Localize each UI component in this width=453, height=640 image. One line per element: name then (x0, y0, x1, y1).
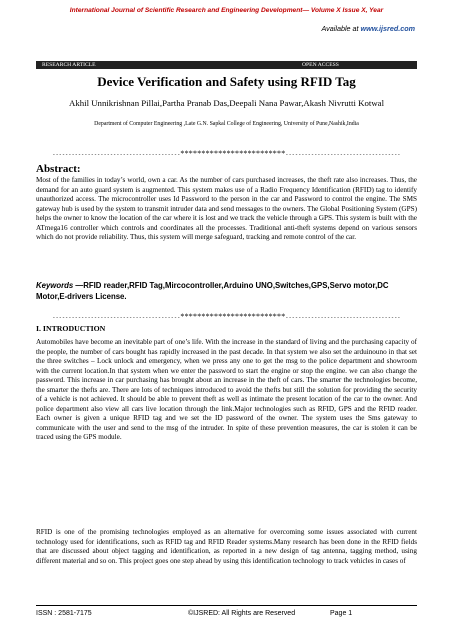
separator-dashes: ------------------------------------ (285, 315, 401, 321)
separator-dashes: ---------------------------------------- (52, 315, 181, 321)
separator-dashes: ---------------------------------------- (52, 152, 181, 158)
keywords (36, 281, 417, 302)
separator-bottom (36, 313, 417, 322)
author-affiliation: Department of Computer Engineering ,Late G.N. Sapkal College of Engineering, University of Pune,Nashik,India (94, 121, 359, 127)
abstract-text: Most of the families in today’s world, own a car. As the number of cars purchased increases, the theft rate also increases. Thus, the demand for an auto guard system is augmented. This system makes use of a Radio Frequency Identification (RFID) tag to identify unauthorized access. The microcontroller uses Id Password to the person in the car and Password to control the engine. The SMS gateway hub is used by the system to transmit intruder data and send messages to the owners. The Global Positioning System (GPS) helps the owner to know the location of the car where it is lost and we track the vehicle through a GPS. This system is built with the ATmega16 controller which controls and coordinates all the processes. Traditional anti-theft systems depend on various sensors which do not provide reliability. Thus, this system will merge safeguard, tracking and remote control of the car. (36, 176, 417, 241)
journal-header: International Journal of Scientific Research and Engineering Development— Volume X Issue X, Year (69, 7, 384, 14)
intro-paragraph-1: Automobiles have become an inevitable part of one’s life. With the increase in the standard of living and the purchasing capacity of the people, the number of cars bought has rapidly increased in the past decade. In that system we also set the arduinouno in that set the three switches – Lock unlock and emergency, when we press any one to get the msg to the police department and showroom with the current location.In that system when we enter the password to start the engine or stop the engine. we can also change the password. This increase in car purchasing has brought about an increase in the theft of cars. The smarter the technologies become, the smarter the thefts are. There are lots of techniques introduced to avoid the thefts but still the solution for providing the security of a vehicle is not achieved. It should be able to prevent theft as well as intimate the present location of the car to the owner. And police department also view all cars live location through the link.Major technologies such as RFID, GPS and the RFID reader. Each owner is given a unique RFID tag and we set the ID password of the owner. The system uses the Sms gateway to communicate with the user and send to the msg of the intruder. In spite of these prevention measures, the car is stolen it can be traced using the GPS module. (36, 338, 417, 441)
keywords-list: —RFID reader,RFID Tag,Mircocontroller,Arduino UNO,Switches,GPS,Servo motor,DC Motor,E-drivers License. (36, 281, 389, 301)
access-type: OPEN ACCESS (302, 62, 339, 68)
availability-line (322, 24, 416, 33)
keywords-label: Keywords (36, 281, 74, 290)
footer-rule (36, 605, 417, 606)
footer-page-number: Page 1 (330, 610, 353, 617)
separator-dashes: ------------------------------------ (285, 152, 401, 158)
separator-stars: ************************* (180, 313, 286, 321)
intro-paragraph-2: RFID is one of the promising technologies employed as an alternative for overcoming some issues associated with current technology used for identifications, such as RFID tag and RFID Reader systems.Many research has been done in the RFID fields that are discussed about object tagging and identification, as reported in a new design of tag antenna, tagging method, using different material and so on. This project goes one step ahead by using this identification technology to track vehicles in cases of (36, 528, 417, 565)
abstract-heading: Abstract: (36, 163, 81, 175)
available-prefix: Available at (321, 24, 361, 33)
paper-authors: Akhil Unnikrishnan Pillai,Partha Pranab Das,Deepali Nana Pawar,Akash Nivrutti Kotwal (68, 98, 385, 108)
separator-top (36, 150, 417, 159)
section-heading-introduction: I. INTRODUCTION (36, 324, 106, 333)
paper-title: Device Verification and Safety using RFID Tag (97, 74, 356, 89)
footer-issn: ISSN : 2581-7175 (36, 610, 92, 617)
journal-url-link[interactable]: www.ijsred.com (360, 24, 415, 33)
article-type: RESEARCH ARTICLE (42, 62, 96, 68)
article-banner (36, 61, 417, 69)
separator-stars: ************************* (180, 150, 286, 158)
footer-rights: ©IJSRED: All Rights are Reserved (188, 610, 296, 617)
